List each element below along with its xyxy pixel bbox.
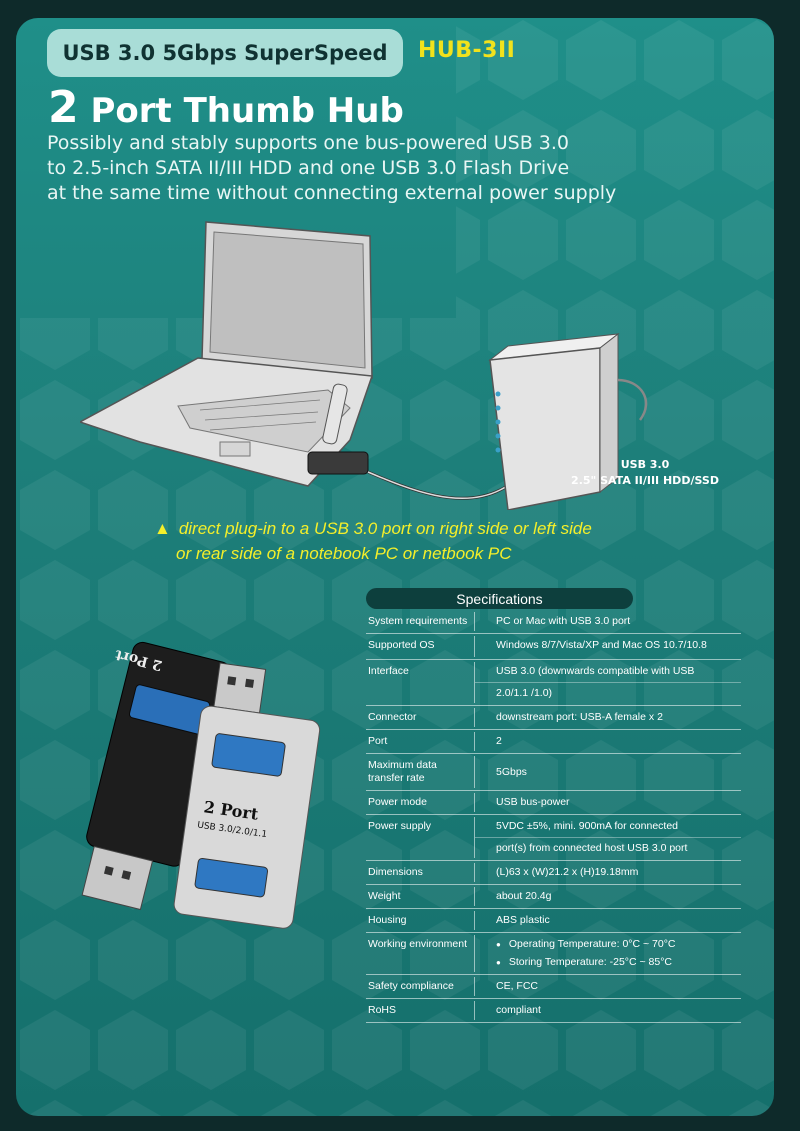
spec-value-line: port(s) from connected host USB 3.0 port <box>475 837 741 855</box>
spec-bullet: ● Operating Temperature: 0°C ~ 70°C <box>496 938 741 951</box>
description-line: Possibly and stably supports one bus-powered USB 3.0 <box>47 132 569 154</box>
spec-row <box>366 730 741 754</box>
spec-row <box>366 754 741 791</box>
usb-speed-badge: USB 3.0 5Gbps SuperSpeed <box>47 29 403 77</box>
hub-plug <box>308 452 368 474</box>
spec-value: 5Gbps <box>474 756 741 788</box>
description-line: at the same time without connecting external power supply <box>47 182 617 204</box>
spec-row <box>366 815 741 861</box>
spec-row <box>366 933 741 975</box>
spec-key: Port <box>368 735 388 747</box>
specs-table <box>366 610 741 1023</box>
title-text: Port Thumb Hub <box>90 91 404 131</box>
spec-key: Working environment <box>368 938 468 950</box>
spec-key: Power supply <box>368 820 432 832</box>
hdd-label <box>560 457 730 489</box>
plugin-note <box>154 516 592 566</box>
page-title <box>48 84 404 135</box>
spec-key: Maximum data transfer rate <box>368 759 437 784</box>
spec-row <box>366 861 741 885</box>
spec-value: compliant <box>474 1001 741 1020</box>
silver-hub-label: 2 Port <box>202 797 260 824</box>
spec-value: about 20.4g <box>474 887 741 906</box>
brochure-card <box>16 18 774 1116</box>
spec-value: PC or Mac with USB 3.0 port <box>474 612 741 631</box>
spec-value: CE, FCC <box>474 977 741 996</box>
spec-bullet: ● Storing Temperature: -25°C ~ 85°C <box>496 956 741 969</box>
spec-value <box>474 817 741 858</box>
spec-key: Connector <box>368 711 417 723</box>
spec-value <box>474 935 741 972</box>
spec-value: 2 <box>474 732 741 751</box>
spec-row <box>366 791 741 815</box>
black-hub-label: 2 Port <box>113 646 164 674</box>
product-photos <box>40 630 340 930</box>
spec-key: Supported OS <box>368 639 435 651</box>
description-line: to 2.5-inch SATA II/III HDD and one USB 3.0 Flash Drive <box>47 157 570 179</box>
spec-value-line: 2.0/1.1 /1.0) <box>475 682 741 700</box>
spec-key: Safety compliance <box>368 980 454 992</box>
spec-key: System requirements <box>368 615 468 627</box>
spec-key: Housing <box>368 914 407 926</box>
silver-hub-sublabel: USB 3.0/2.0/1.1 <box>196 820 268 841</box>
triangle-icon: ▲ <box>154 519 171 538</box>
spec-row <box>366 660 741 706</box>
spec-value <box>474 662 741 703</box>
note-line: direct plug-in to a USB 3.0 port on right side or left side <box>178 519 592 538</box>
spec-value: USB bus-power <box>474 793 741 812</box>
spec-row <box>366 706 741 730</box>
spec-row <box>366 909 741 933</box>
spec-row <box>366 999 741 1023</box>
spec-key: Power mode <box>368 796 427 808</box>
note-line: or rear side of a notebook PC or netbook PC <box>176 544 512 563</box>
spec-row <box>366 885 741 909</box>
spec-row <box>366 634 741 660</box>
spec-key: Weight <box>368 890 401 902</box>
spec-key: Interface <box>368 665 409 677</box>
description <box>47 131 687 206</box>
spec-value-line: USB 3.0 (downwards compatible with USB <box>496 665 695 677</box>
spec-value: ABS plastic <box>474 911 741 930</box>
spec-value: downstream port: USB-A female x 2 <box>474 708 741 727</box>
specs-heading: Specifications <box>366 588 633 609</box>
hdd-label-line: 2.5" SATA II/III HDD/SSD <box>571 474 719 487</box>
spec-row <box>366 975 741 999</box>
spec-key: Dimensions <box>368 866 423 878</box>
hdd-label-line: USB 3.0 <box>620 458 670 471</box>
spec-value-line: 5VDC ±5%, mini. 900mA for connected <box>496 820 679 832</box>
spec-row <box>366 610 741 634</box>
spec-value: (L)63 x (W)21.2 x (H)19.18mm <box>474 863 741 882</box>
spec-key: RoHS <box>368 1004 397 1016</box>
model-number: HUB-3II <box>418 38 516 63</box>
title-number: 2 <box>48 82 79 133</box>
spec-value: Windows 8/7/Vista/XP and Mac OS 10.7/10.8 <box>474 636 741 657</box>
